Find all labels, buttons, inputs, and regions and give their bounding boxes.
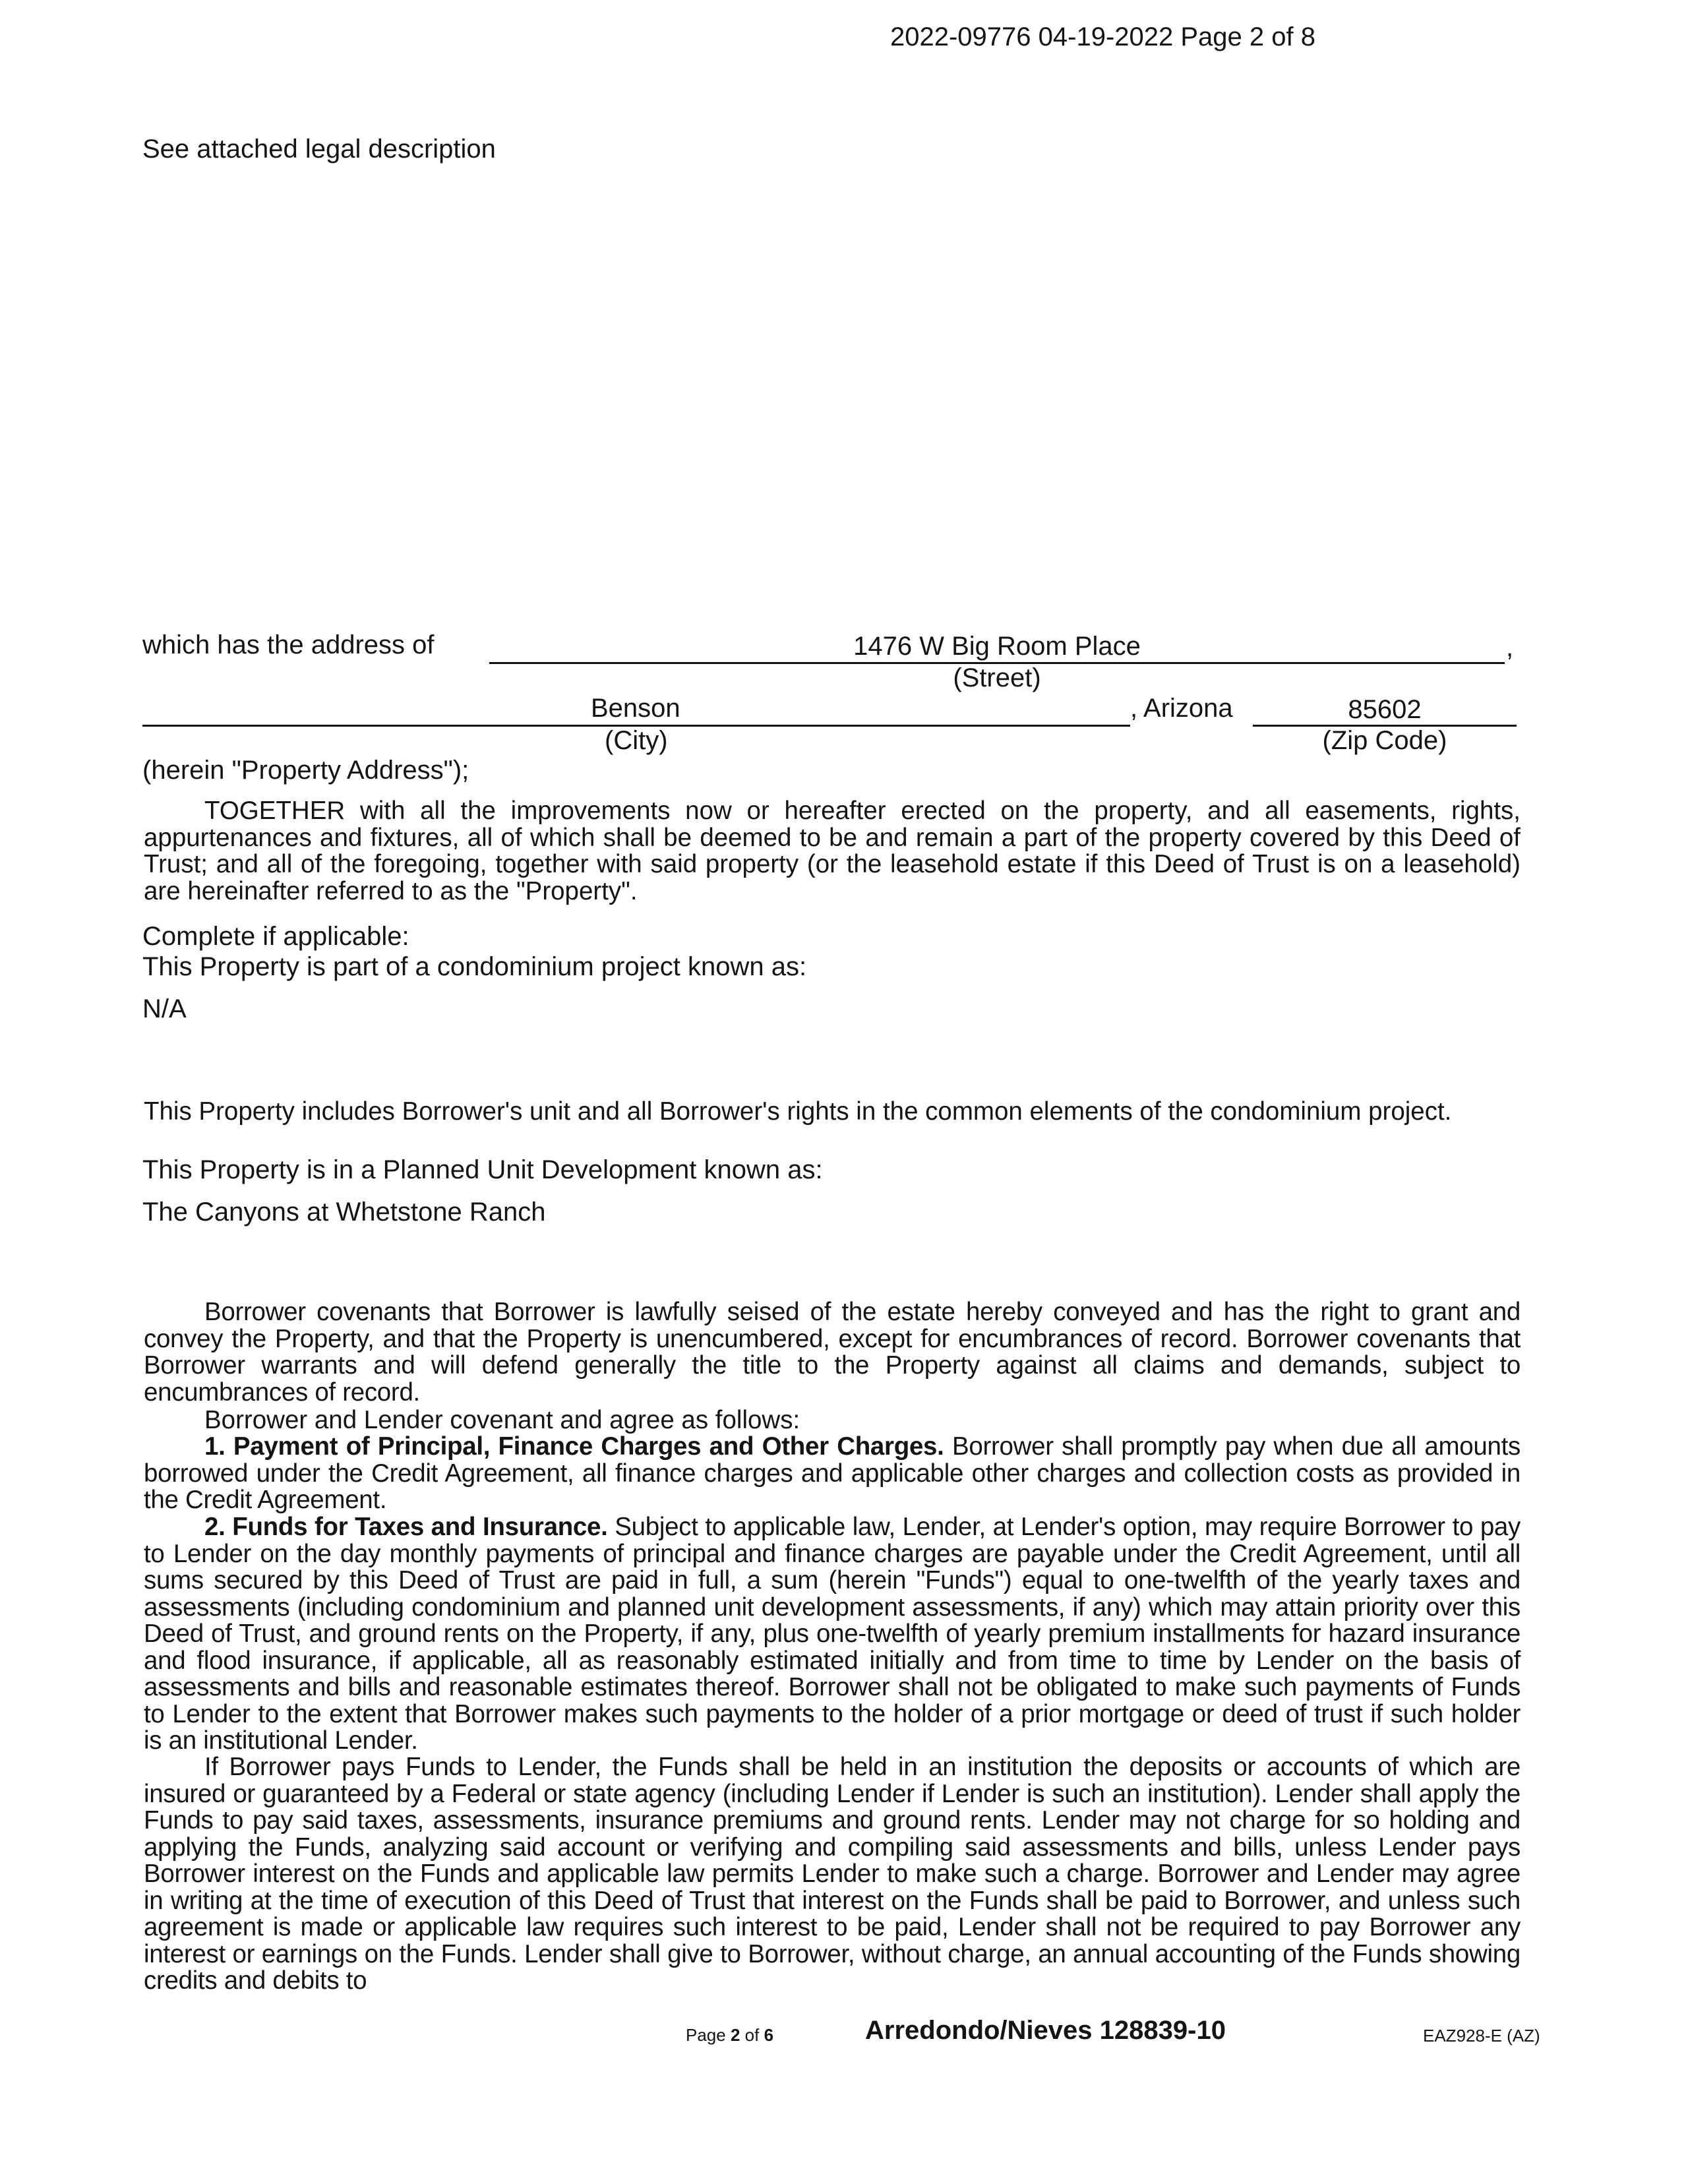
footer-page-of: of <box>740 2025 764 2045</box>
state-text: , Arizona <box>1130 694 1233 723</box>
complete-if-applicable: Complete if applicable: <box>142 922 409 951</box>
section-1-body: Borrower shall promptly pay when due all amounts borrowed under the Credit Agreement, all finance charges and applicable other charges and collection costs as provided in the Credit Agreement. <box>144 1432 1521 1514</box>
section-1-heading: 1. Payment of Principal, Finance Charges and Other Charges. <box>204 1432 944 1461</box>
footer-form-code: EAZ928-E (AZ) <box>1423 2026 1540 2046</box>
footer-page-current: 2 <box>730 2025 740 2045</box>
section-2-paragraph <box>144 1514 1521 1755</box>
condominium-project-name: N/A <box>142 994 187 1023</box>
address-intro-label: which has the address of <box>142 630 435 659</box>
legal-description-note: See attached legal description <box>142 135 496 164</box>
footer-case-name: Arredondo/Nieves 128839-10 <box>865 2016 1226 2045</box>
herein-property-address: (herein "Property Address"); <box>142 756 469 785</box>
condominium-includes-paragraph: This Property includes Borrower's unit and all Borrower's rights in the common elements of the condominium project. <box>144 1097 1452 1126</box>
pud-name: The Canyons at Whetstone Ranch <box>142 1198 546 1227</box>
city-caption: (City) <box>605 726 668 755</box>
street-caption: (Street) <box>953 663 1041 692</box>
recording-stamp: 2022-09776 04-19-2022 Page 2 of 8 <box>890 22 1315 51</box>
section-1-paragraph <box>144 1434 1521 1514</box>
street-value: 1476 W Big Room Place <box>853 632 1141 661</box>
section-2-heading: 2. Funds for Taxes and Insurance. <box>204 1513 608 1541</box>
footer-page-label: Page <box>686 2025 731 2045</box>
street-trailing-comma: , <box>1506 633 1514 662</box>
zip-caption: (Zip Code) <box>1322 726 1447 755</box>
footer-page-number <box>686 2025 773 2045</box>
together-paragraph: TOGETHER with all the improvements now or hereafter erected on the property, and all easements, rights, appurtenances and fixtures, all of which shall be deemed to be and remain a part of the property covered by this Deed of Trust; and all of the foregoing, together with said property (or the leasehold estate if this Deed of Trust is on a leasehold) are hereinafter referred to as the "Property". <box>144 797 1521 905</box>
footer-page-total: 6 <box>764 2025 774 2045</box>
covenant-agree-intro: Borrower and Lender covenant and agree as follows: <box>204 1406 800 1434</box>
borrower-covenants-paragraph: Borrower covenants that Borrower is lawfully seised of the estate hereby conveyed and has the right to grant and convey the Property, and that the Property is unencumbered, except for encumbrances of record. Borrower covenants that Borrower warrants and will defend generally the title to the Property against all claims and demands, subject to encumbrances of record. <box>144 1298 1521 1407</box>
condominium-project-label: This Property is part of a condominium project known as: <box>142 952 807 981</box>
pud-label: This Property is in a Planned Unit Development known as: <box>142 1155 823 1184</box>
zip-value: 85602 <box>1348 695 1422 724</box>
city-value: Benson <box>591 694 680 723</box>
funds-paragraph: If Borrower pays Funds to Lender, the Funds shall be held in an institution the deposits or accounts of which are insured or guaranteed by a Federal or state agency (including Lender if Lender is such an institution). Lender shall apply the Funds to pay said taxes, assessments, insurance premiums and ground rents. Lender may not charge for so holding and applying the Funds, analyzing said account or verifying and compiling said assessments and bills, unless Lender pays Borrower interest on the Funds and applicable law permits Lender to make such a charge. Borrower and Lender may agree in writing at the time of execution of this Deed of Trust that interest on the Funds shall be paid to Borrower, and unless such agreement is made or applicable law requires such interest to be paid, Lender shall not be required to pay Borrower any interest or earnings on the Funds. Lender shall give to Borrower, without charge, an annual accounting of the Funds showing credits and debits to <box>144 1753 1521 1995</box>
section-2-body: Subject to applicable law, Lender, at Lender's option, may require Borrower to pay to Lender on the day monthly payments of principal and finance charges are payable under the Credit Agreement, until all sums secured by this Deed of Trust are paid in full, a sum (herein "Funds") equal to one-twelfth of the yearly taxes and assessments (including condominium and planned unit development assessments, if any) which may attain priority over this Deed of Trust, and ground rents on the Property, if any, plus one-twelfth of yearly premium installments for hazard insurance and flood insurance, if applicable, all as reasonably estimated initially and from time to time by Lender on the basis of assessments and bills and reasonable estimates thereof. Borrower shall not be obligated to make such payments of Funds to Lender to the extent that Borrower makes such payments to the holder of a prior mortgage or deed of trust if such holder is an institutional Lender. <box>144 1513 1521 1755</box>
